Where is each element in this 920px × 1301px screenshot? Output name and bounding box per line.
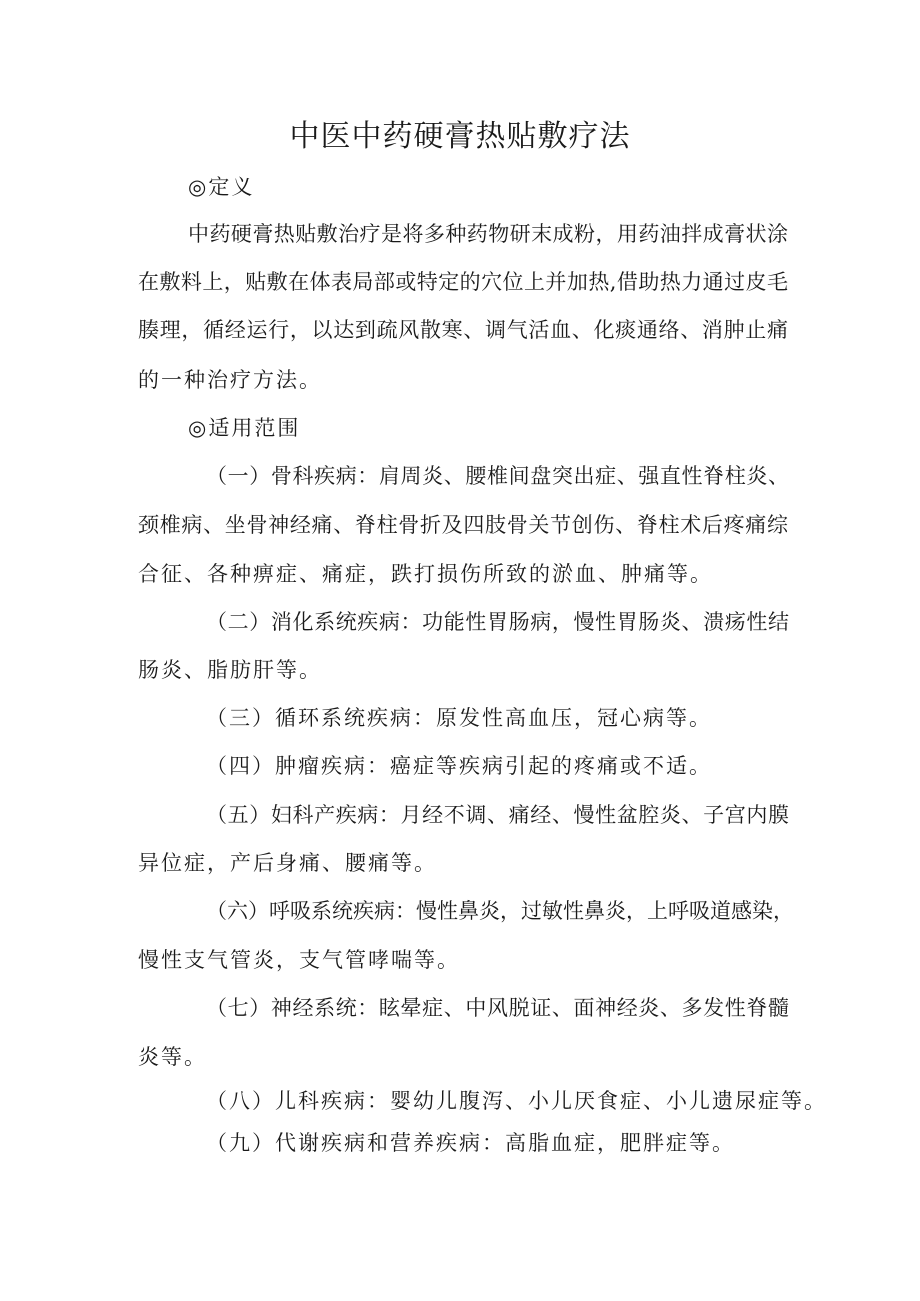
scope-item-line: （八）儿科疾病：婴幼儿腹泻、小儿厌食症、小儿遗尿症等。 (206, 1089, 827, 1113)
scope-item-line: 炎等。 (138, 1045, 207, 1069)
definition-line: 的一种治疗方法。 (138, 368, 322, 392)
scope-item-line: 慢性支气管炎，支气管哮喘等。 (138, 948, 460, 972)
scope-item-line: （六）呼吸系统疾病：慢性鼻炎，过敏性鼻炎，上呼吸道感染， (206, 899, 794, 923)
scope-item-line: （九）代谢疾病和营养疾病：高脂血症，肥胖症等。 (206, 1131, 735, 1155)
definition-line: 腠理，循经运行，以达到疏风散寒、调气活血、化痰通络、消肿止痛 (138, 318, 788, 342)
scope-item-line: 异位症，产后身痛、腰痛等。 (138, 851, 437, 875)
definition-line: 在敷料上，贴敷在体表局部或特定的穴位上并加热,借助热力通过皮毛 (138, 270, 788, 294)
definition-heading: ◎定义 (188, 175, 255, 199)
scope-item-line: （七）神经系统：眩晕症、中风脱证、面神经炎、多发性脊髓 (206, 996, 789, 1020)
scope-item-line: 颈椎病、坐骨神经痛、脊柱骨折及四肢骨关节创伤、脊柱术后疼痛综 (138, 513, 788, 537)
scope-item-line: （三）循环系统疾病：原发性高血压，冠心病等。 (206, 706, 712, 730)
scope-item-line: （一）骨科疾病：肩周炎、腰椎间盘突出症、强直性脊柱炎、 (206, 464, 789, 488)
scope-item-line: （五）妇科产疾病：月经不调、痛经、慢性盆腔炎、子宫内膜 (206, 803, 789, 827)
scope-heading: ◎适用范围 (188, 416, 301, 440)
scope-item-line: 肠炎、脂肪肝等。 (138, 658, 322, 682)
scope-item-line: （二）消化系统疾病：功能性胃肠病，慢性胃肠炎、溃疡性结 (206, 610, 789, 634)
document-title: 中医中药硬膏热贴敷疗法 (289, 119, 631, 154)
scope-item-line: 合征、各种痹症、痛症，跌打损伤所致的淤血、肿痛等。 (138, 562, 713, 586)
definition-line: 中药硬膏热贴敷治疗是将多种药物研末成粉，用药油拌成膏状涂 (188, 222, 788, 246)
scope-item-line: （四）肿瘤疾病：癌症等疾病引起的疼痛或不适。 (206, 754, 712, 778)
